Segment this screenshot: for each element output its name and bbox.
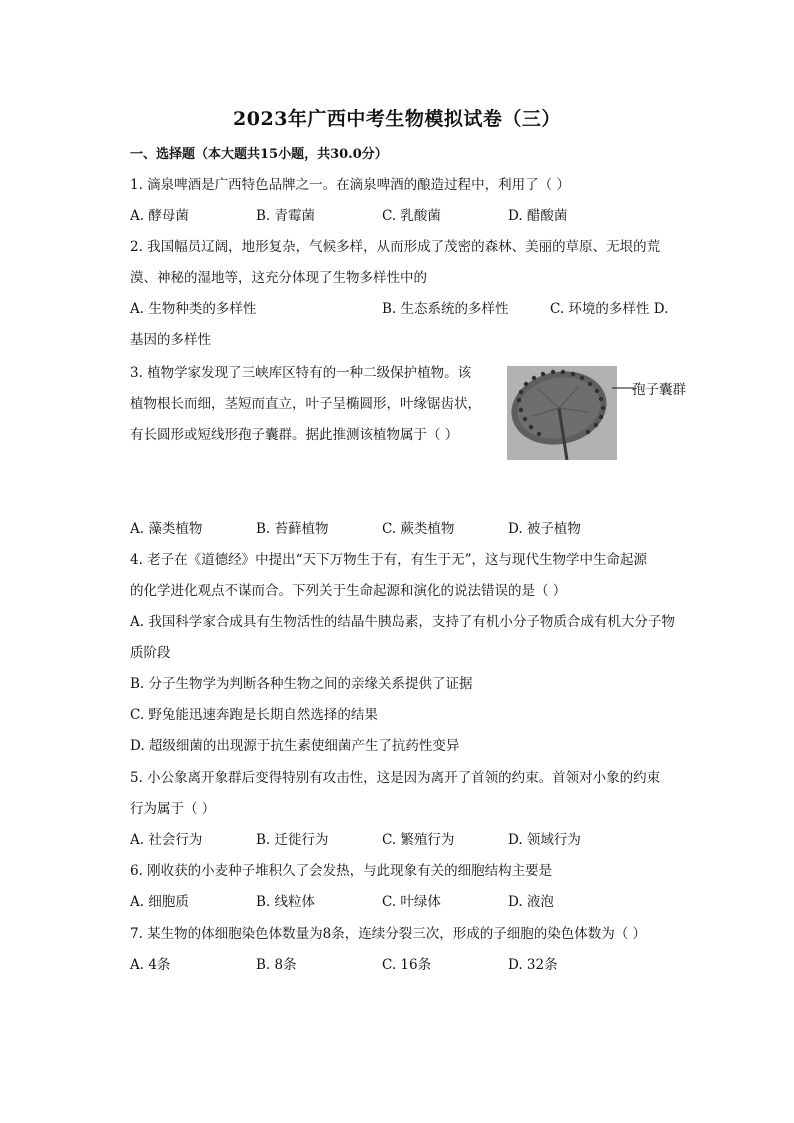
figure-pointer-line [612,386,634,390]
question-3-option-d[interactable]: D. 被子植物 [508,521,581,537]
question-6-stem: 6. 刚收获的小麦种子堆积久了会发热，与此现象有关的细胞结构主要是 [130,863,553,879]
question-5-stem-line1: 5. 小公象离开象群后变得特别有攻击性，这是因为离开了首领的约束。首领对小象的约束 [130,770,661,786]
question-4-option-b[interactable]: B. 分子生物学为判断各种生物之间的亲缘关系提供了证据 [130,676,473,692]
question-2-option-a[interactable]: A. 生物种类的多样性 [130,301,257,317]
question-3-option-b[interactable]: B. 苔藓植物 [256,521,329,537]
question-1-stem: 1. 滴泉啤酒是广西特色品牌之一。在滴泉啤酒的酿造过程中，利用了（ ） [130,177,570,193]
question-5-option-a[interactable]: A. 社会行为 [130,832,203,848]
fern-leaf-image [507,366,617,460]
question-3-option-a[interactable]: A. 藻类植物 [130,521,203,537]
question-3-stem-line1: 3. 植物学家发现了三峡库区特有的一种二级保护植物。该 [130,365,472,381]
question-2-option-d[interactable]: 基因的多样性 [130,332,211,348]
question-7-stem: 7. 某生物的体细胞染色体数量为8条，连续分裂三次，形成的子细胞的染色体数为（ ） [130,926,647,942]
page-title: 2023年广西中考生物模拟试卷（三） [233,108,561,130]
question-1-option-c[interactable]: C. 乳酸菌 [382,208,441,224]
question-7-option-c[interactable]: C. 16条 [382,957,432,973]
question-6-option-b[interactable]: B. 线粒体 [256,894,316,910]
question-4-option-a-line1[interactable]: A. 我国科学家合成具有生物活性的结晶牛胰岛素，支持了有机小分子物质合成有机大分子物 [130,614,675,630]
question-2-stem-line1: 2. 我国幅员辽阔，地形复杂，气候多样，从而形成了茂密的森林、美丽的草原、无垠的荒 [130,239,661,255]
question-4-stem-line2: 的化学进化观点不谋而合。下列关于生命起源和演化的说法错误的是（ ） [130,583,567,599]
question-2-option-b[interactable]: B. 生态系统的多样性 [382,301,509,317]
question-3-option-c[interactable]: C. 蕨类植物 [382,521,455,537]
question-4-option-d[interactable]: D. 超级细菌的出现源于抗生素使细菌产生了抗药性变异 [130,738,460,754]
question-5-option-d[interactable]: D. 领域行为 [508,832,581,848]
question-1-option-b[interactable]: B. 青霉菌 [256,208,316,224]
fern-leaf-photo [507,366,617,460]
question-7-option-a[interactable]: A. 4条 [130,957,171,973]
question-2-option-c[interactable]: C. 环境的多样性 D. [550,301,669,317]
question-1-option-a[interactable]: A. 酵母菌 [130,208,189,224]
question-3-stem-line3: 有长圆形或短线形孢子囊群。据此推测该植物属于（ ） [130,427,459,443]
question-5-option-c[interactable]: C. 繁殖行为 [382,832,455,848]
question-6-option-c[interactable]: C. 叶绿体 [382,894,441,910]
question-5-option-b[interactable]: B. 迁徙行为 [256,832,329,848]
question-3-stem-line2: 植物根长而细，茎短而直立，叶子呈椭圆形，叶缘锯齿状， [130,396,481,412]
question-4-option-a-line2[interactable]: 质阶段 [130,645,171,661]
question-7-option-b[interactable]: B. 8条 [256,957,297,973]
figure-label-sporangia: 孢子囊群 [632,382,686,398]
question-4-option-c[interactable]: C. 野兔能迅速奔跑是长期自然选择的结果 [130,707,378,723]
question-1-option-d[interactable]: D. 醋酸菌 [508,208,568,224]
question-7-option-d[interactable]: D. 32条 [508,957,558,973]
question-6-option-d[interactable]: D. 液泡 [508,894,554,910]
question-5-stem-line2: 行为属于（ ） [130,801,216,817]
section-heading: 一、选择题（本大题共15小题，共30.0分） [130,147,388,162]
question-6-option-a[interactable]: A. 细胞质 [130,894,189,910]
question-2-stem-line2: 漠、神秘的湿地等，这充分体现了生物多样性中的 [130,270,427,286]
question-4-stem-line1: 4. 老子在《道德经》中提出“天下万物生于有，有生于无”，这与现代生物学中生命起源 [130,552,647,568]
